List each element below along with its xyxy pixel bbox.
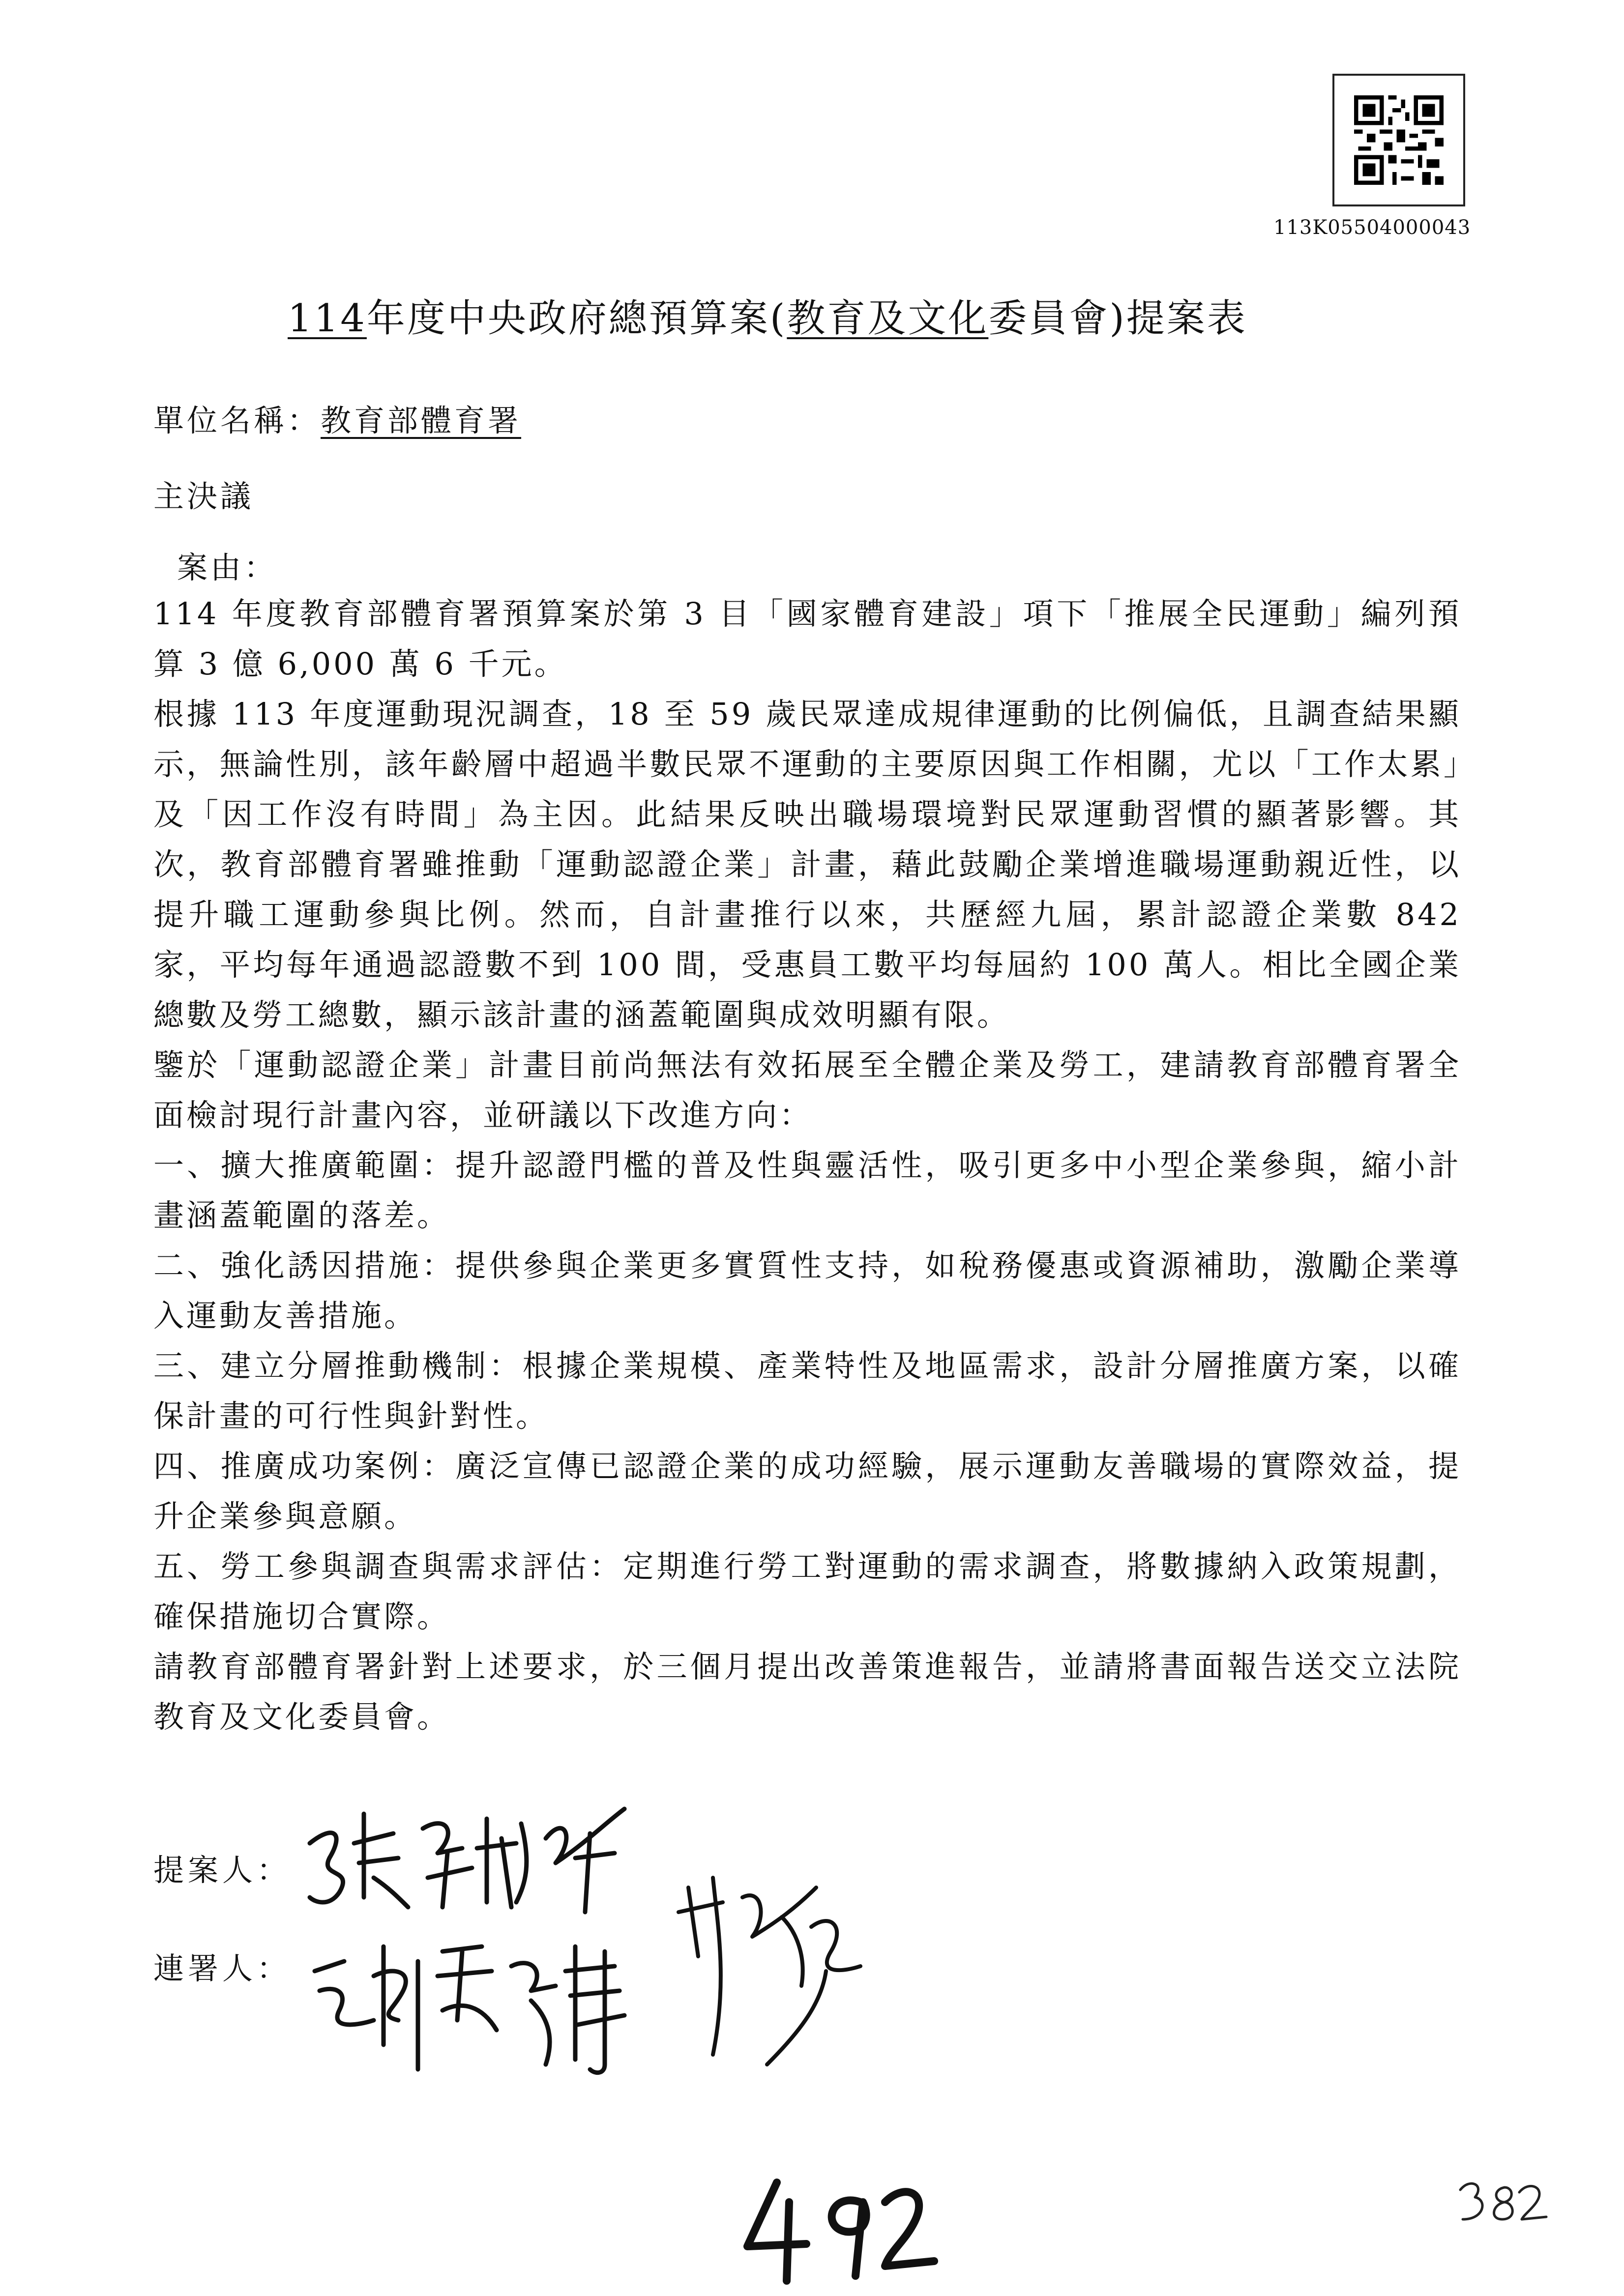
paragraph: 114 年度教育部體育署預算案於第 3 目「國家體育建設」項下「推展全民運動」編列預算 3 億 6,000 萬 6 千元。	[153, 596, 1461, 682]
proposal-body	[153, 589, 1461, 1742]
unit-row	[153, 396, 521, 440]
unit-value: 教育部體育署	[321, 403, 522, 438]
proposer-label: 提案人：	[153, 1852, 292, 1888]
document-code: 113K05504000043	[1273, 216, 1471, 239]
paragraph: 一、擴大推廣範圍：提升認證門檻的普及性與靈活性，吸引更多中小型企業參與，縮小計畫涵蓋範圍的落差。	[153, 1147, 1461, 1233]
title-part1: 年度中央政府總預算案(	[366, 296, 787, 341]
paragraph: 鑒於「運動認證企業」計畫目前尚無法有效拓展至全體企業及勞工，建請教育部體育署全面檢討現行計畫內容，並研議以下改進方向：	[153, 1047, 1461, 1133]
paragraph: 根據 113 年度運動現況調查，18 至 59 歲民眾達成規律運動的比例偏低，且調查結果顯示，無論性別，該年齡層中超過半數民眾不運動的主要原因與工作相關，尤以「工作太累」及「因工作沒有時間」為主因。此結果反映出職場環境對民眾運動習慣的顯著影響。其次，教育部體育署雖推動「運動認證企業」計畫，藉此鼓勵企業增進職場運動親近性，以提升職工運動參與比例。然而，自計畫推行以來，共歷經九屆，累計認證企業數 842 家，平均每年通過認證數不到 100 間，受惠員工數平均每屆約 100 萬人。相比全國企業總數及勞工總數，顯示該計畫的涵蓋範圍與成效明顯有限。	[153, 696, 1461, 1033]
resolution-type: 主決議	[153, 478, 254, 514]
title-part2: 委員會)提案表	[988, 296, 1247, 341]
cosigner-label: 連署人：	[153, 1950, 292, 1986]
paragraph: 三、建立分層推動機制：根據企業規模、產業特性及地區需求，設計分層推廣方案，以確保計畫的可行性與針對性。	[153, 1348, 1461, 1434]
page-number-large	[738, 2173, 944, 2286]
cosigner-signature-2	[669, 1858, 875, 2084]
paragraph: 請教育部體育署針對上述要求，於三個月提出改善策進報告，並請將書面報告送交立法院教育及文化委員會。	[153, 1649, 1461, 1735]
qr-code	[1332, 74, 1465, 206]
cosigner-signature-1	[300, 1917, 674, 2079]
paragraph: 四、推廣成功案例：廣泛宣傳已認證企業的成功經驗，展示運動友善職場的實際效益，提升企業參與意願。	[153, 1448, 1461, 1534]
title-committee: 教育及文化	[787, 296, 989, 341]
paragraph: 五、勞工參與調查與需求評估：定期進行勞工對運動的需求調查，將數據納入政策規劃，確保措施切合實際。	[153, 1548, 1461, 1634]
proposer-signature	[300, 1784, 654, 1922]
page-title	[288, 288, 1247, 343]
title-year: 114	[288, 296, 367, 341]
page-number-small	[1455, 2173, 1549, 2232]
reason-label: 案由：	[177, 550, 278, 585]
paragraph: 二、強化誘因措施：提供參與企業更多實質性支持，如稅務優惠或資源補助，激勵企業導入運動友善措施。	[153, 1248, 1461, 1334]
qr-code-icon	[1354, 95, 1444, 185]
unit-label: 單位名稱：	[153, 403, 321, 438]
